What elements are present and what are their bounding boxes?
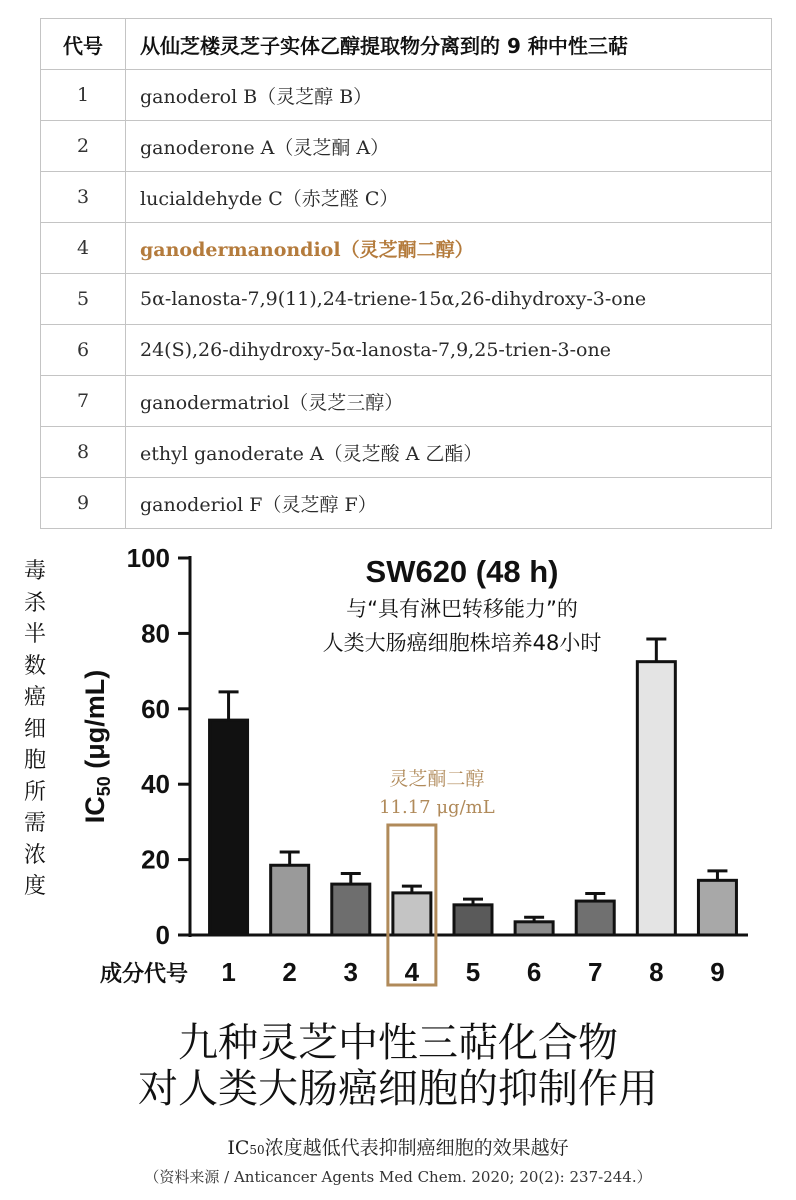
y-axis-label-sub: 50	[94, 776, 114, 797]
bar-compound-6	[515, 922, 553, 935]
x-tick-label: 8	[649, 957, 664, 987]
bar-compound-8	[637, 662, 675, 935]
compound-code: 3	[41, 172, 126, 223]
y-axis-label	[80, 670, 114, 824]
y-axis-label-ic: IC	[80, 796, 110, 824]
x-axis-label: 成分代号	[100, 962, 189, 987]
vertical-side-label: 毒杀半数癌细胞所需浓度	[23, 559, 46, 899]
chart-title: SW620 (48 h)	[365, 554, 559, 589]
bar-compound-1	[210, 720, 248, 935]
compound-code: 6	[41, 325, 126, 376]
compound-table	[40, 18, 772, 529]
table-row	[41, 427, 772, 478]
y-tick-label: 60	[141, 693, 170, 724]
header-title: 从仙芝楼灵芝子实体乙醇提取物分离到的 9 种中性三萜	[126, 19, 772, 70]
compound-code: 2	[41, 121, 126, 172]
compound-name: ganoderone A（灵芝酮 A）	[126, 121, 772, 172]
table-row	[41, 121, 772, 172]
bar-compound-5	[454, 905, 492, 935]
y-axis-label-unit: (μg/mL)	[80, 669, 110, 777]
bar-compound-9	[698, 880, 736, 935]
x-tick-label: 9	[710, 957, 725, 987]
compound-code: 8	[41, 427, 126, 478]
table-row	[41, 325, 772, 376]
compound-code: 4	[41, 223, 126, 274]
bar-compound-4	[393, 893, 431, 935]
table-row	[41, 376, 772, 427]
table-row	[41, 70, 772, 121]
caption-note-text: 浓度越低代表抑制癌细胞的效果越好	[264, 1137, 569, 1159]
table-row	[41, 172, 772, 223]
compound-code: 7	[41, 376, 126, 427]
table-row	[41, 223, 772, 274]
y-tick-label: 20	[141, 844, 170, 875]
compound-name: ethyl ganoderate A（灵芝酸 A 乙酯）	[126, 427, 772, 478]
y-tick-label: 80	[141, 618, 170, 649]
compound-code: 5	[41, 274, 126, 325]
header-code: 代号	[41, 19, 126, 70]
caption-note-ic: IC	[227, 1137, 250, 1159]
annotation-value: 11.17 μg/mL	[379, 797, 495, 818]
x-tick-label: 7	[587, 957, 603, 987]
compound-name: 24(S),26-dihydroxy-5α-lanosta-7,9,25-trien-3-one	[126, 325, 772, 376]
ic50-bar-chart	[0, 530, 796, 1000]
compound-name: 5α-lanosta-7,9(11),24-triene-15α,26-dihydroxy-3-one	[126, 274, 772, 325]
caption-line-2: 对人类大肠癌细胞的抑制作用	[138, 1066, 658, 1112]
compound-code: 9	[41, 478, 126, 529]
caption-note	[0, 1133, 796, 1160]
x-tick-label: 6	[526, 957, 542, 987]
chart-subtitle-2: 人类大肠癌细胞株培养48小时	[322, 631, 602, 655]
y-tick-label: 100	[126, 543, 170, 573]
x-tick-label: 4	[404, 957, 420, 987]
caption-line-1: 九种灵芝中性三萜化合物	[178, 1020, 618, 1066]
x-tick-label: 3	[343, 957, 359, 987]
table-row	[41, 478, 772, 529]
caption-note-sub: 50	[249, 1143, 265, 1157]
compound-name: ganoderiol F（灵芝醇 F）	[126, 478, 772, 529]
bar-compound-7	[576, 901, 614, 935]
chart-subtitle-1: 与“具有淋巴转移能力”的	[346, 597, 578, 621]
table-header-row	[41, 19, 772, 70]
x-tick-label: 2	[282, 957, 297, 987]
compound-name: lucialdehyde C（赤芝醛 C）	[126, 172, 772, 223]
compound-name: ganoderol B（灵芝醇 B）	[126, 70, 772, 121]
x-tick-label: 5	[465, 957, 481, 987]
x-tick-label: 1	[221, 957, 236, 987]
compound-name: ganodermatriol（灵芝三醇）	[126, 376, 772, 427]
y-tick-label: 0	[155, 920, 170, 950]
table-row	[41, 274, 772, 325]
annotation-name: 灵芝酮二醇	[389, 768, 485, 790]
bar-compound-2	[271, 865, 309, 935]
caption-main	[0, 1020, 796, 1112]
compound-code: 1	[41, 70, 126, 121]
y-tick-label: 40	[141, 769, 170, 800]
caption-source: （资料来源 / Anticancer Agents Med Chem. 2020; 20(2): 237-244.）	[144, 1168, 652, 1186]
bar-compound-3	[332, 884, 370, 935]
compound-name: ganodermanondiol（灵芝酮二醇）	[126, 223, 772, 274]
